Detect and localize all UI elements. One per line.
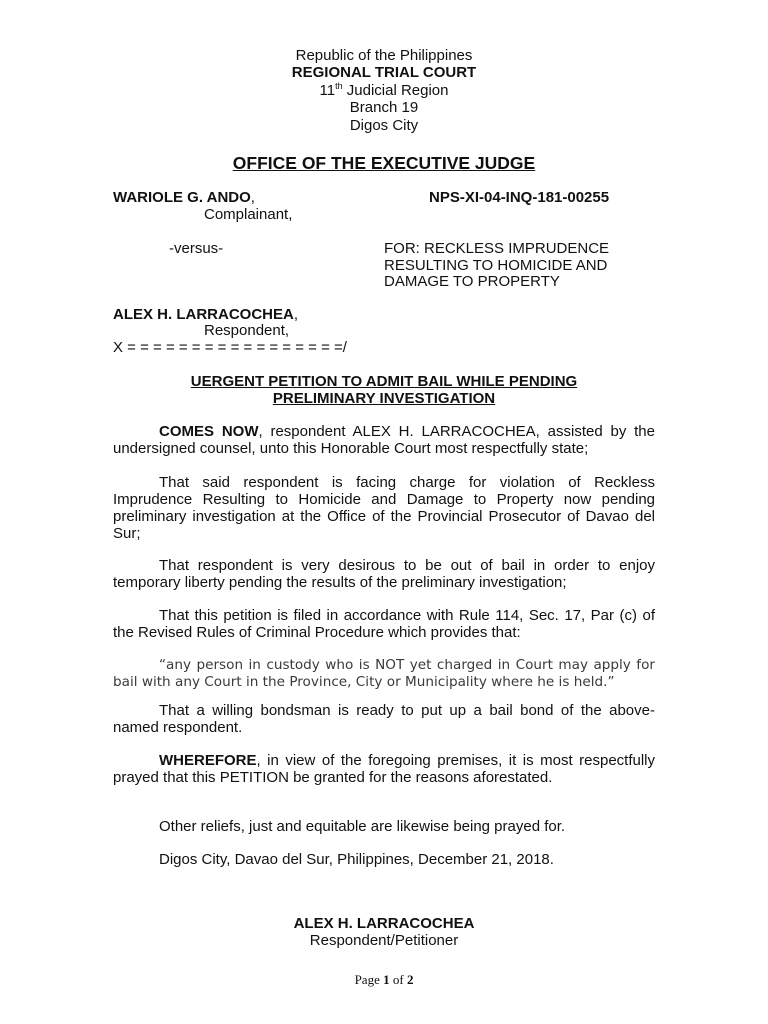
paragraph-other-reliefs: Other reliefs, just and equitable are likewise being prayed for. xyxy=(159,818,566,835)
offense-line-3: DAMAGE TO PROPERTY xyxy=(384,273,560,290)
petition-title-line-2: PRELIMINARY INVESTIGATION xyxy=(272,390,496,407)
petition-title-line-1: UERGENT PETITION TO ADMIT BAIL WHILE PENDING xyxy=(190,373,578,390)
office-title: OFFICE OF THE EXECUTIVE JUDGE xyxy=(232,153,536,173)
signatory-name: ALEX H. LARRACOCHEA xyxy=(293,915,475,932)
paragraph-comes-now: COMES NOW, respondent ALEX H. LARRACOCHEA, assisted by the undersigned counsel, unto this Honorable Court most respectfully state; xyxy=(113,423,655,457)
signatory-title: Respondent/Petitioner xyxy=(309,932,459,949)
branch-line: Branch 19 xyxy=(349,99,419,116)
quoted-rule: “any person in custody who is NOT yet charged in Court may apply for bail with any Court in the Province, City or Municipality where he is held.” xyxy=(113,657,655,690)
offense-line-2: RESULTING TO HOMICIDE AND xyxy=(384,257,608,274)
paragraph-rule-114: That this petition is filed in accordance with Rule 114, Sec. 17, Par (c) of the Revised Rules of Criminal Procedure which provides that: xyxy=(113,607,655,641)
city-line: Digos City xyxy=(349,117,419,134)
case-number: NPS-XI-04-INQ-181-00255 xyxy=(429,189,610,206)
versus-label: -versus- xyxy=(169,240,224,257)
place-and-date: Digos City, Davao del Sur, Philippines, December 21, 2018. xyxy=(159,851,554,868)
complainant-role: Complainant, xyxy=(204,206,293,223)
caption-separator: X = = = = = = = = = = = = = = = = =/ xyxy=(113,339,347,356)
republic-line: Republic of the Philippines xyxy=(295,47,473,64)
court-name: REGIONAL TRIAL COURT xyxy=(291,64,477,81)
offense-line-1: FOR: RECKLESS IMPRUDENCE xyxy=(384,240,610,257)
respondent-role: Respondent, xyxy=(204,322,290,339)
paragraph-bondsman: That a willing bondsman is ready to put up a bail bond of the above-named respondent. xyxy=(113,702,655,736)
judicial-region: 11th Judicial Region xyxy=(319,81,449,99)
page-number: Page 1 of 2 xyxy=(354,972,414,987)
complainant-name: WARIOLE G. ANDO, xyxy=(113,189,255,206)
paragraph-desirous: That respondent is very desirous to be out of bail in order to enjoy temporary liberty pending the results of the preliminary investigation; xyxy=(113,557,655,591)
respondent-name: ALEX H. LARRACOCHEA, xyxy=(113,306,299,323)
paragraph-wherefore: WHEREFORE, in view of the foregoing premises, it is most respectfully prayed that this PETITION be granted for the reasons aforestated. xyxy=(113,752,655,786)
paragraph-charge: That said respondent is facing charge for violation of Reckless Imprudence Resulting to Homicide and Damage to Property now pending preliminary investigation at the Office of the Provincial Prosecutor of Davao del Sur; xyxy=(113,474,655,542)
